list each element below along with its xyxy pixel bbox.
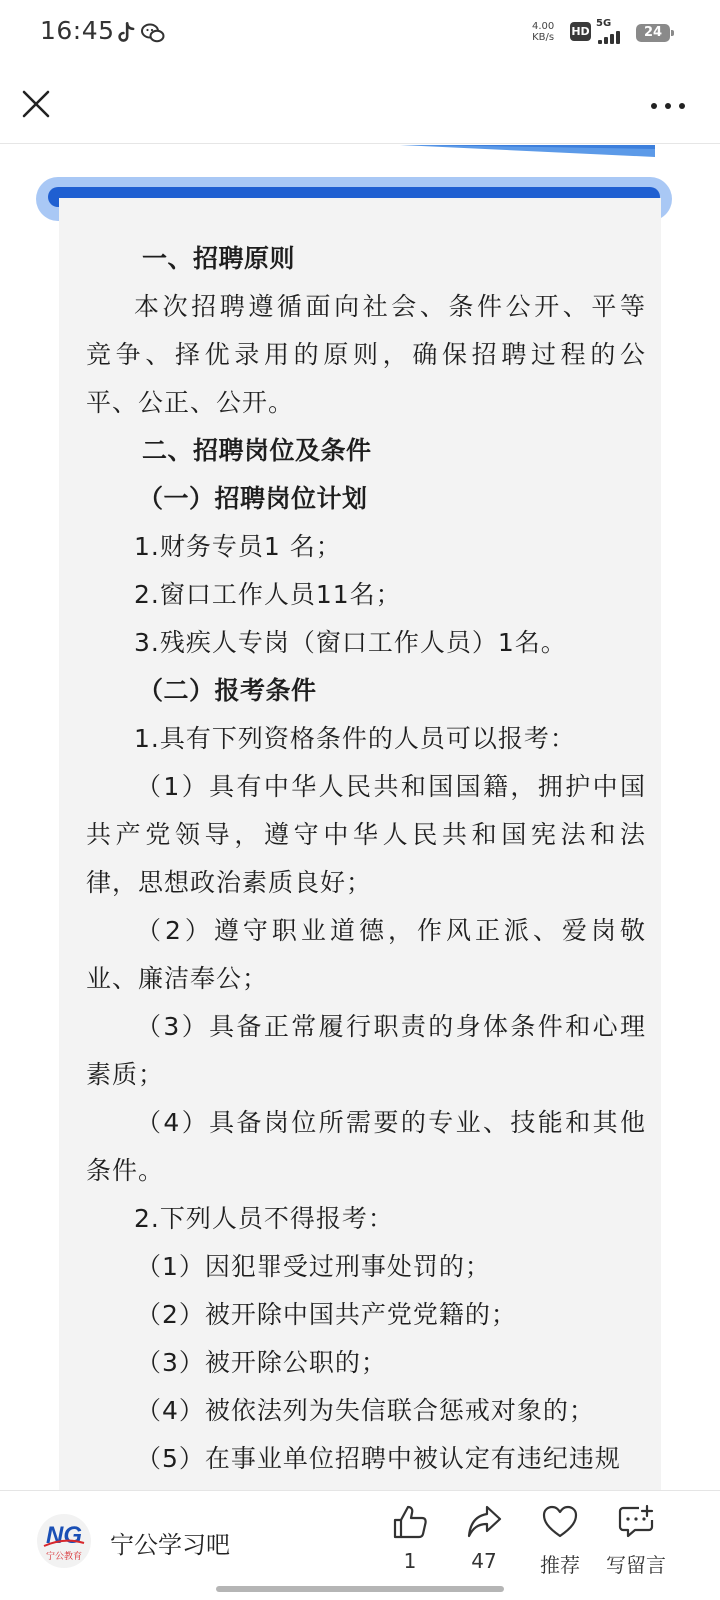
- publisher-logo[interactable]: [36, 1513, 92, 1569]
- network-speed: [532, 21, 554, 43]
- decorative-banner: [0, 145, 720, 161]
- list-item: （4）被依法列为失信联合惩戒对象的；: [136, 1396, 595, 1425]
- list-item: 1.财务专员1 名；: [134, 532, 342, 561]
- paragraph-line: 共产党领导，遵守中华人民共和国宪法和法: [86, 820, 646, 849]
- paragraph-line: 条件。: [86, 1156, 165, 1185]
- list-item: （3）被开除公职的；: [136, 1348, 387, 1377]
- section-heading: 一、招聘原则: [142, 244, 296, 273]
- share-icon: [465, 1503, 503, 1541]
- bottom-action-bar: [0, 1490, 720, 1600]
- paragraph-line: 业、廉洁奉公；: [86, 964, 269, 993]
- speed-value: 4.00: [532, 21, 555, 32]
- close-icon[interactable]: [18, 86, 54, 122]
- paragraph-line: （4）具备岗位所需要的专业、技能和其他: [136, 1108, 646, 1137]
- comment-button[interactable]: [596, 1503, 676, 1578]
- signal-icon: [598, 30, 628, 44]
- wechat-icon: [140, 20, 166, 46]
- status-time: 16:45: [40, 16, 115, 45]
- heart-icon: [541, 1503, 579, 1541]
- like-button[interactable]: [370, 1503, 450, 1573]
- paragraph-line: （2）遵守职业道德，作风正派、爱岗敬: [136, 916, 646, 945]
- article-content: [86, 235, 646, 1483]
- paragraph-line: 本次招聘遵循面向社会、条件公开、平等: [134, 292, 646, 321]
- battery-icon: 24: [636, 24, 670, 42]
- subsection-heading: （二）报考条件: [138, 676, 317, 705]
- list-item: （1）因犯罪受过刑事处罚的；: [136, 1252, 491, 1281]
- like-count: 1: [403, 1549, 417, 1573]
- more-icon[interactable]: [648, 96, 688, 116]
- list-item: 2.窗口工作人员11名；: [134, 580, 402, 609]
- home-indicator[interactable]: [216, 1586, 504, 1592]
- paragraph-line: 律，思想政治素质良好；: [86, 868, 373, 897]
- speed-unit: KB/s: [532, 32, 555, 43]
- section-heading: 二、招聘岗位及条件: [142, 436, 372, 465]
- svg-text:NG: NG: [46, 1522, 82, 1549]
- paragraph-line: 素质；: [86, 1060, 165, 1089]
- paragraph-line: （1）具有中华人民共和国国籍，拥护中国: [136, 772, 646, 801]
- comment-add-icon: [617, 1503, 655, 1541]
- thumbs-up-icon: [391, 1503, 429, 1541]
- list-item: （5）在事业单位招聘中被认定有违纪违规: [136, 1444, 621, 1473]
- tiktok-icon: [112, 20, 138, 46]
- paragraph-line: 2.下列人员不得报考：: [134, 1204, 394, 1233]
- list-item: （2）被开除中国共产党党籍的；: [136, 1300, 517, 1329]
- hd-badge: HD: [570, 22, 591, 41]
- subsection-heading: （一）招聘岗位计划: [138, 484, 368, 513]
- share-count: 47: [471, 1549, 497, 1573]
- paragraph-line: 竞争、择优录用的原则，确保招聘过程的公: [86, 340, 646, 369]
- author-name[interactable]: 宁公学习吧: [110, 1531, 230, 1559]
- share-button[interactable]: [444, 1503, 524, 1573]
- list-item: 3.残疾人专岗（窗口工作人员）1名。: [134, 628, 567, 657]
- recommend-button[interactable]: [520, 1503, 600, 1578]
- article-body[interactable]: [0, 145, 720, 1490]
- paragraph-line: 平、公正、公开。: [86, 388, 295, 417]
- nav-bar: [0, 66, 720, 144]
- comment-label: 写留言: [606, 1553, 666, 1577]
- network-type: 5G: [596, 18, 612, 29]
- paragraph-line: （3）具备正常履行职责的身体条件和心理: [136, 1012, 646, 1041]
- status-bar: [0, 0, 720, 66]
- recommend-label: 推荐: [540, 1553, 580, 1577]
- svg-text:宁公教育: 宁公教育: [45, 1552, 83, 1562]
- paragraph-line: 1.具有下列资格条件的人员可以报考：: [134, 724, 576, 753]
